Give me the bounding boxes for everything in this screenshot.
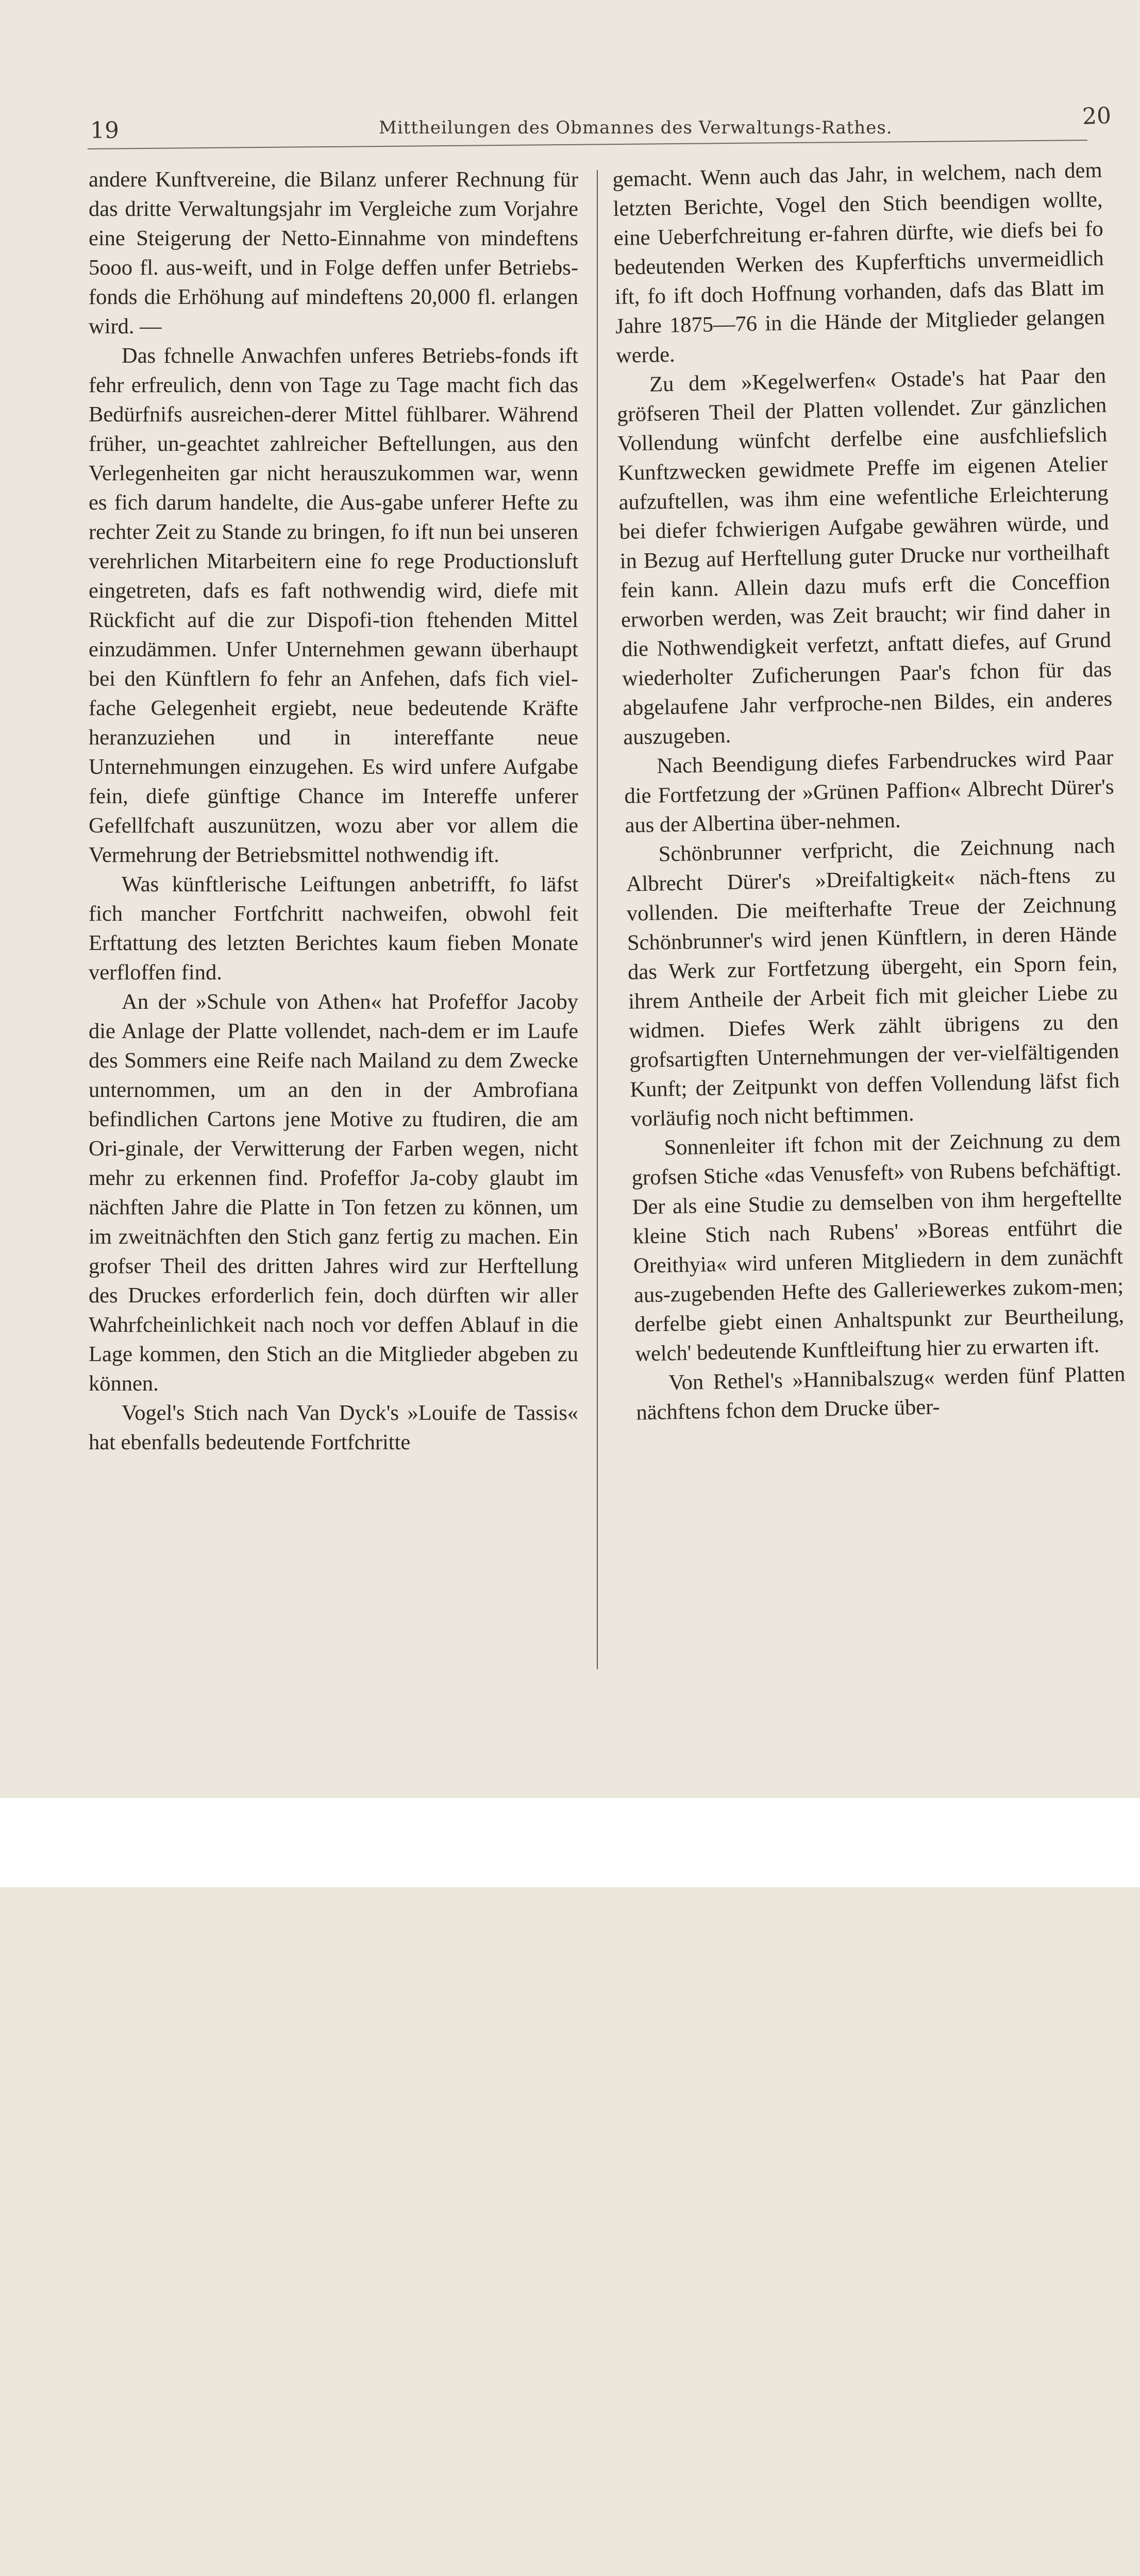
page-number-right: 20 xyxy=(1082,103,1112,130)
paragraph: An der »Schule von Athen« hat Profeffor Jacoby die Anlage der Platte vollendet, nach-dem er im Laufe des Sommers eine Reife nach Mailand zu dem Zwecke unternommen, um an den in der Ambrofiana befindlichen Cartons jene Motive zu ftudiren, die am Ori-ginale, der Verwitterung der Farben wegen, nicht mehr zu erkennen find. Profeffor Ja-coby glaubt im nächften Jahre die Platte in Ton fetzen zu können, um im zweitnächften den Stich ganz fertig zu machen. Ein grofser Theil des dritten Jahres wird zur Herftellung des Druckes erforderlich fein, doch dürften wir aller Wahrfcheinlichkeit nach noch vor deffen Ablauf in die Lage kommen, den Stich an die Mitglieder abgeben zu können. xyxy=(89,990,578,1396)
page-number-left: 19 xyxy=(90,117,119,144)
running-head: Mittheilungen des Obmannes des Verwaltungs-Rathes. xyxy=(379,117,893,138)
paragraph: gemacht. Wenn auch das Jahr, in welchem, nach dem letzten Berichte, Vogel den Stich beendigen wollte, eine Ueberfchreitung er-fahren dürfte, wie diefs bei fo bedeutenden Werken des Kupferftichs unvermeidlich ift, fo ift doch Hoffnung vorhanden, dafs das Blatt im Jahre 1875—76 in die Hände der Mitglieder gelangen werde. xyxy=(612,158,1105,368)
paragraph: Was künftlerische Leiftungen anbetrifft, fo läfst fich mancher Fortfchritt nachweifen, obwohl feit Erftattung des letzten Berichtes kaum fieben Monate verfloffen find. xyxy=(89,872,578,985)
paragraph: Von Rethel's »Hannibalszug« werden fünf Platten nächftens fchon dem Drucke über- xyxy=(636,1362,1126,1425)
paragraph: Vogel's Stich nach Van Dyck's »Louife de Tassis« hat ebenfalls bedeutende Fortfchritte xyxy=(89,1401,578,1454)
header-rule xyxy=(88,140,1087,149)
paragraph: andere Kunftvereine, die Bilanz unferer Rechnung für das dritte Verwaltungsjahr im Vergleiche zum Vorjahre eine Steigerung der Netto-Einnahme von mindeftens 5ooo fl. aus-weift, und in Folge deffen unfer Betriebs-fonds die Erhöhung auf mindeftens 20,000 fl. erlangen wird. — xyxy=(89,167,578,338)
left-column xyxy=(89,165,578,1457)
paragraph: Nach Beendigung diefes Farbendruckes wird Paar die Fortfetzung der »Grünen Paffion« Albrecht Dürer's aus der Albertina über-nehmen. xyxy=(624,745,1114,838)
paragraph: Zu dem »Kegelwerfen« Ostade's hat Paar den gröfseren Theil der Platten vollendet. Zur gänzlichen Vollendung wünfcht derfelbe eine ausfchliefslich Kunftzwecken gewidmete Preffe im eigenen Atelier aufzuftellen, was ihm eine wefentliche Erleichterung bei diefer fchwierigen Aufgabe gewähren würde, und in Bezug auf Herftellung guter Drucke nur vortheilhaft fein kann. Allein dazu mufs erft die Conceffion erworben werden, was Zeit braucht; wir find daher in die Nothwendigkeit verfetzt, anftatt diefes, auf Grund wiederholter Zuficherungen Paar's fchon für das abgelaufene Jahr verfproche-nen Bildes, ein anderes auszugeben. xyxy=(616,363,1113,750)
paragraph: Sonnenleiter ift fchon mit der Zeichnung zu dem grofsen Stiche «das Venusfeft» von Rubens befchäftigt. Der als eine Studie zu demselben von ihm hergeftellte kleine Stich nach Rubens' »Boreas entführt die Oreithyia« wird unferen Mitgliedern in dem zunächft aus-zugebenden Hefte des Galleriewerkes zukom-men; derfelbe giebt einen Anhaltspunkt zur Beurtheilung, welch' bedeutende Kunftleiftung hier zu erwarten ift. xyxy=(631,1127,1125,1366)
paragraph: Schönbrunner verfpricht, die Zeichnung nach Albrecht Dürer's »Dreifaltigkeit« näch-ftens zu vollenden. Die meifterhafte Treue der Zeichnung Schönbrunner's wird jenen Künftlern, in deren Hände das Werk zur Fortfetzung übergeht, ein Sporn fein, ihrem Antheile der Arbeit fich mit gleicher Liebe zu widmen. Diefes Werk zählt übrigens zu den grofsartigften Unternehmungen der ver-vielfältigenden Kunft; der Zeitpunkt von deffen Vollendung läfst fich vorläufig noch nicht beftimmen. xyxy=(626,833,1120,1131)
column-divider xyxy=(597,170,598,1669)
right-column xyxy=(612,156,1126,1428)
paragraph: Das fchnelle Anwachfen unferes Betriebs-fonds ift fehr erfreulich, denn von Tage zu Tage macht fich das Bedürfnifs ausreichen-derer Mittel fühlbarer. Während früher, un-geachtet zahlreicher Beftellungen, aus den Verlegenheiten gar nicht herauszukommen war, wenn es fich darum handelte, die Aus-gabe unferer Hefte zu rechter Zeit zu Stande zu bringen, fo ift nun bei unseren verehrlichen Mitarbeitern eine fo rege Productionsluft eingetreten, dafs es faft nothwendig wird, diefe mit Rückficht auf die zur Dispofi-tion ftehenden Mittel einzudämmen. Unfer Unternehmen gewann überhaupt bei den Künftlern fo fehr an Anfehen, dafs fich viel-fache Gelegenheit ergiebt, neue bedeutende Kräfte heranzuziehen und in intereffante neue Unternehmungen einzugehen. Es wird unfere Aufgabe fein, diefe günftige Chance im Intereffe unferer Gefellfchaft auszunützen, wozu aber vor allem die Vermehrung der Betriebsmittel nothwendig ift. xyxy=(89,344,579,867)
footer-bar xyxy=(0,1798,1140,1887)
